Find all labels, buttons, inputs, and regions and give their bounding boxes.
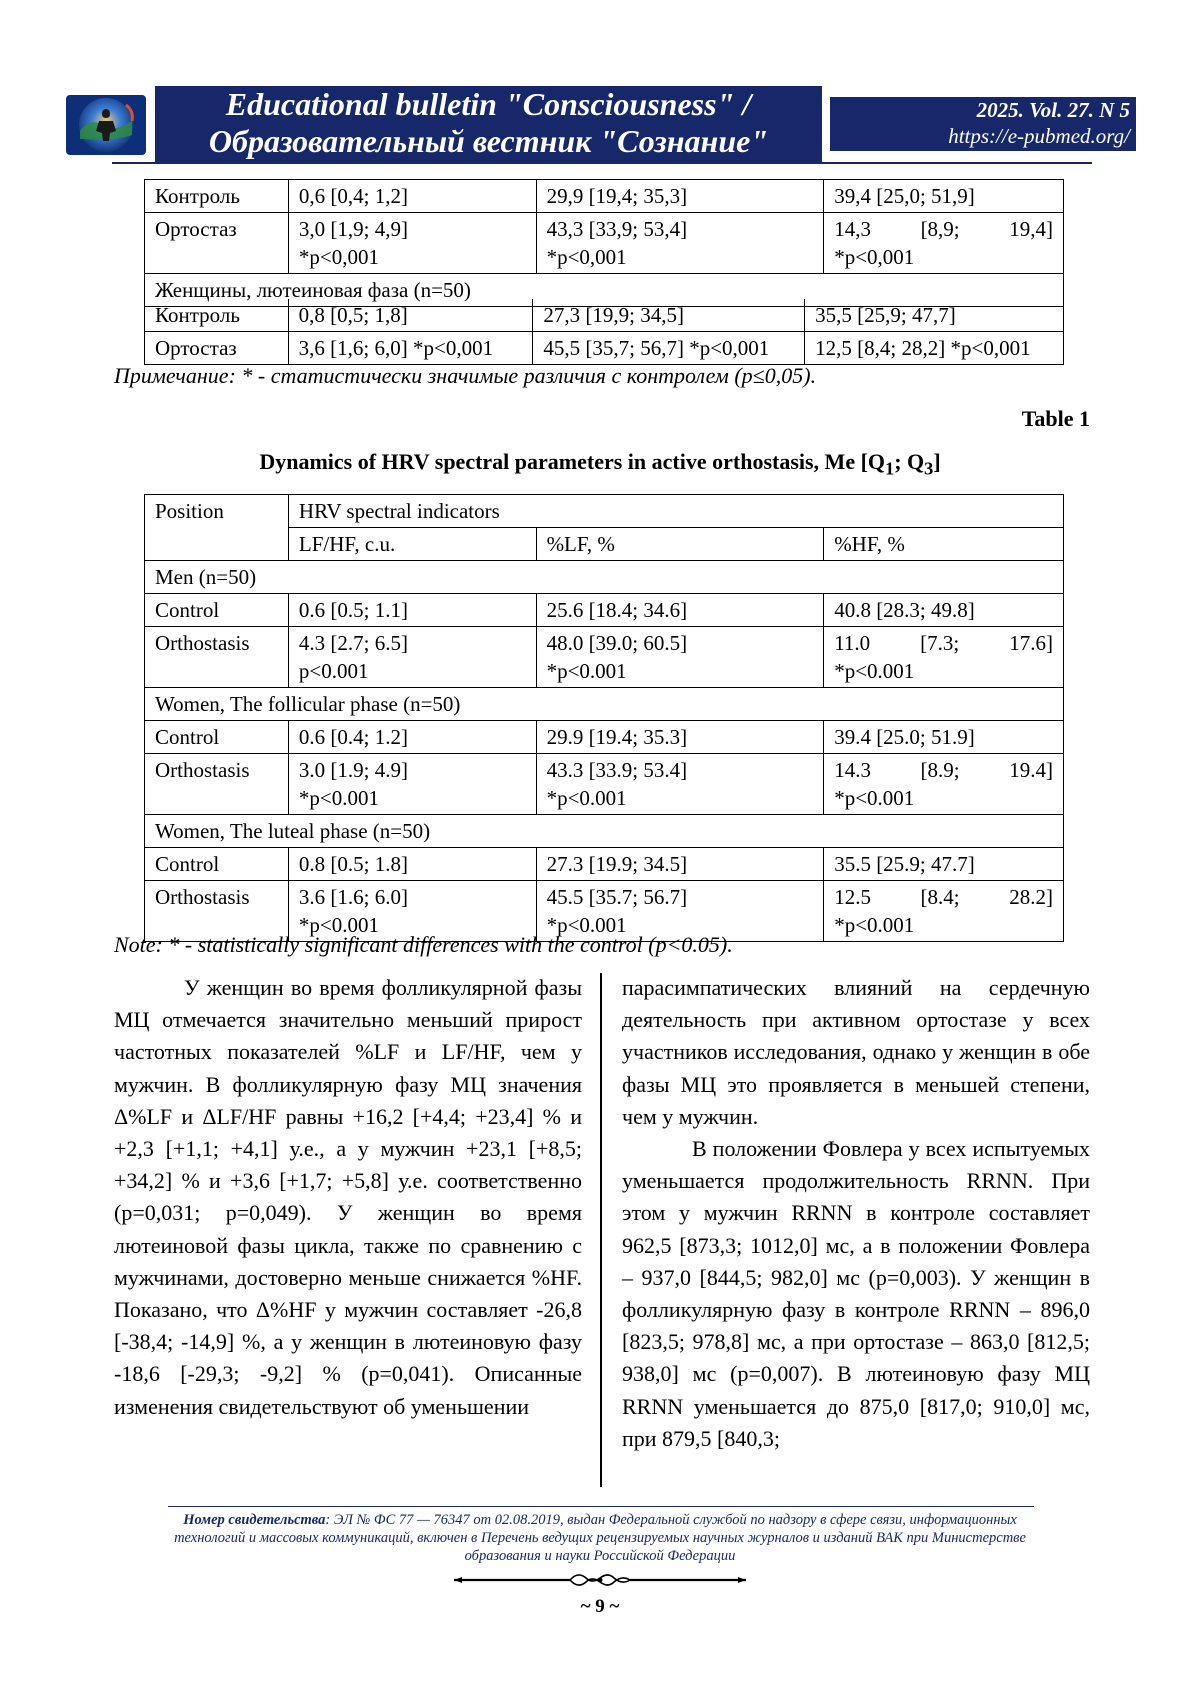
ru-table <box>144 179 1064 307</box>
cell-value: 43.3 [33.9; 53.4] <box>546 758 688 782</box>
table-cell: 12,5 [8,4; 28,2] *p<0,001 <box>805 332 1064 365</box>
header-group: HRV spectral indicators <box>288 495 1063 528</box>
body-left-column <box>114 972 582 1423</box>
table-title-text: ; Q <box>894 449 925 474</box>
table-row <box>145 332 1064 365</box>
cell-pvalue: *p<0.001 <box>298 786 379 810</box>
header-position: Position <box>145 495 289 561</box>
table-cell <box>824 627 1064 688</box>
table-cell: 0,8 [0,5; 1,8] <box>288 299 533 332</box>
cell-value: 45.5 [35.7; 56.7] <box>546 885 688 909</box>
table-cell: Orthostasis <box>145 754 289 815</box>
group-header: Женщины, лютеиновая фаза (n=50) <box>145 274 1064 307</box>
table-title-sub: 3 <box>924 458 934 479</box>
cell-value: [8,9; <box>920 217 960 241</box>
table-cell: Orthostasis <box>145 881 289 942</box>
cell-value: 4.3 [2.7; 6.5] <box>298 631 408 655</box>
paragraph: парасимпатических влияний на сердечную деятельность при активном ортостазе у всех участников исследования, однако у женщин в обе фазы МЦ это проявляется в меньшей степени, чем у мужчин. <box>622 975 1090 1129</box>
group-header: Men (n=50) <box>145 561 1064 594</box>
cell-pvalue: *p<0,001 <box>298 245 379 269</box>
table-cell <box>824 881 1064 942</box>
cell-value: [8.4; <box>920 885 960 909</box>
cell-pvalue: *p<0.001 <box>546 659 627 683</box>
header-lf: %LF, % <box>536 528 824 561</box>
table-cell: 29,9 [19,4; 35,3] <box>536 180 824 213</box>
table-cell <box>824 754 1064 815</box>
table-row <box>145 561 1064 594</box>
table-cell <box>288 754 536 815</box>
table-cell: 0.6 [0.4; 1.2] <box>288 721 536 754</box>
cell-pvalue: *p<0.001 <box>834 786 915 810</box>
footer-registration <box>150 1511 1050 1565</box>
table-cell: Ортостаз <box>145 332 289 365</box>
table-cell <box>824 213 1064 274</box>
paragraph: У женщин во время фолликулярной фазы МЦ отмечается значительно меньший прирост частотных показателей %LF и LF/HF, чем у мужчин. В фолликулярную фазу МЦ значения Δ%LF и ΔLF/HF равны +16,2 [+4,4; +23,4] % и +2,3 [+1,1; +4,1] у.е., а у мужчин +23,1 [+8,5; +34,2] % и +3,6 [+1,7; +5,8] у.е. соответственно (p=0,031; p=0,049). У женщин во время лютеиновой фазы цикла, также по сравнению с мужчинами, достоверно меньше снижается %HF. Показано, что Δ%HF у мужчин составляет -26,8 [-38,4; -14,9] %, а у женщин в лютеиновую фазу -18,6 [-29,3; -9,2] % (p=0,041). Описанные изменения свидетельствуют об уменьшении <box>114 975 582 1419</box>
page-number: ~ 9 ~ <box>580 1596 620 1617</box>
table-cell: Контроль <box>145 180 289 213</box>
table-title-text: ] <box>933 449 941 474</box>
table-cell: 40.8 [28.3; 49.8] <box>824 594 1064 627</box>
table-cell <box>288 213 536 274</box>
journal-logo <box>66 95 146 155</box>
table-title-sub: 1 <box>885 458 895 479</box>
cell-value: 3,0 [1,9; 4,9] <box>298 217 408 241</box>
table-cell: Контроль <box>145 299 289 332</box>
table-cell <box>536 754 824 815</box>
cell-pvalue: *p<0.001 <box>546 786 627 810</box>
cell-pvalue: p<0.001 <box>298 659 369 683</box>
table-row <box>145 721 1064 754</box>
table-cell: 0.8 [0.5; 1.8] <box>288 848 536 881</box>
journal-title-banner <box>155 86 822 162</box>
table-cell: Control <box>145 721 289 754</box>
cell-pvalue: *p<0.001 <box>834 913 915 937</box>
cell-value: 11.0 <box>834 631 871 655</box>
table-cell: 35,5 [25,9; 47,7] <box>805 299 1064 332</box>
table-cell <box>288 627 536 688</box>
cell-value: [8.9; <box>920 758 960 782</box>
table1-note: Note: * - statistically significant differences with the control (p<0.05). <box>114 932 733 957</box>
cell-value: 3.6 [1.6; 6.0] <box>298 885 408 909</box>
journal-title-en: Educational bulletin "Consciousness" / <box>225 86 752 122</box>
header-hf: %HF, % <box>824 528 1064 561</box>
cell-value: 12.5 <box>834 885 871 909</box>
group-header: Women, The luteal phase (n=50) <box>145 815 1064 848</box>
cell-value: 28.2] <box>1009 885 1053 909</box>
ru-table-note: Примечание: * - статистически значимые различия с контролем (p≤0,05). <box>114 363 817 388</box>
cell-pvalue: *p<0,001 <box>546 245 627 269</box>
issue-banner <box>830 97 1136 151</box>
table-row <box>145 848 1064 881</box>
cell-value: 3.0 [1.9; 4.9] <box>298 758 408 782</box>
body-right-column <box>622 972 1090 1455</box>
table-cell: Control <box>145 594 289 627</box>
table-row <box>145 754 1064 815</box>
table-cell: 29.9 [19.4; 35.3] <box>536 721 824 754</box>
paragraph: В положении Фовлера у всех испытуемых уменьшается продолжительность RRNN. При этом у мужчин RRNN в контроле составляет 962,5 [873,3; 1012,0] мс, а в положении Фовлера – 937,0 [844,5; 982,0] мс (p=0,003). У женщин в фолликулярную фазу в контроле RRNN – 896,0 [823,5; 978,8] мс, а при ортостазе – 863,0 [812,5; 938,0] мс (p=0,007). В лютеиновую фазу МЦ RRNN уменьшается до 875,0 [817,0; 910,0] мс, при 879,5 [840,3; <box>622 1136 1090 1451</box>
journal-title-ru: Образовательный вестник "Сознание" <box>208 123 769 159</box>
table-title-text: Dynamics of HRV spectral parameters in active orthostasis, Me [Q <box>259 449 886 474</box>
cell-value: 19,4] <box>1009 217 1053 241</box>
cell-value: 19.4] <box>1009 758 1053 782</box>
cell-pvalue: *p<0.001 <box>834 659 915 683</box>
table-cell: 27,3 [19,9; 34,5] <box>533 299 805 332</box>
table-cell: 0,6 [0,4; 1,2] <box>288 180 536 213</box>
table-cell: Control <box>145 848 289 881</box>
column-divider <box>600 973 602 1487</box>
table-cell <box>536 213 824 274</box>
table-cell: Ортостаз <box>145 213 289 274</box>
header-lfhf: LF/HF, c.u. <box>288 528 536 561</box>
table-cell <box>536 627 824 688</box>
table-cell: 0.6 [0.5; 1.1] <box>288 594 536 627</box>
ru-table-lower <box>144 299 1064 365</box>
table-cell: 39.4 [25.0; 51.9] <box>824 721 1064 754</box>
ornament-divider <box>452 1570 748 1590</box>
table-row <box>145 627 1064 688</box>
table-cell: 3,6 [1,6; 6,0] *p<0,001 <box>288 332 533 365</box>
table-cell: 35.5 [25.9; 47.7] <box>824 848 1064 881</box>
cell-value: 43,3 [33,9; 53,4] <box>546 217 688 241</box>
table-row <box>145 180 1064 213</box>
table-cell: 27.3 [19.9; 34.5] <box>536 848 824 881</box>
table-title <box>0 449 1200 479</box>
cell-pvalue: *p<0.001 <box>546 913 627 937</box>
table-label: Table 1 <box>1021 406 1090 431</box>
issue-volume: 2025. Vol. 27. N 5 <box>976 98 1130 122</box>
group-header: Women, The follicular phase (n=50) <box>145 688 1064 721</box>
cell-value: 48.0 [39.0; 60.5] <box>546 631 688 655</box>
table-row <box>145 213 1064 274</box>
table-row <box>145 299 1064 332</box>
header-rule <box>112 162 1092 164</box>
journal-url[interactable]: https://e-pubmed.org/ <box>948 124 1130 148</box>
footer-text: : ЭЛ № ФС 77 — 76347 от 02.08.2019, выдан Федеральной службой по надзору в сфере связи, информационных технологий и массовых коммуникаций, включен в Перечень ведущих рецензируемых научных журналов и изданий ВАК при Министерстве образования и науки Российской Федерации <box>174 1512 1026 1564</box>
table-cell: 45,5 [35,7; 56,7] *p<0,001 <box>533 332 805 365</box>
cell-pvalue: *p<0,001 <box>834 245 915 269</box>
table-header-row <box>145 495 1064 528</box>
cell-pvalue: *p<0.001 <box>298 913 379 937</box>
table-row <box>145 688 1064 721</box>
footer-rule <box>168 1506 1034 1507</box>
table-cell: 39,4 [25,0; 51,9] <box>824 180 1064 213</box>
cell-value: [7.3; <box>920 631 960 655</box>
cell-value: 14.3 <box>834 758 871 782</box>
hrv-table <box>144 494 1064 942</box>
cell-value: 14,3 <box>834 217 871 241</box>
table-row <box>145 594 1064 627</box>
footer-label: Номер свидетельства <box>183 1512 326 1528</box>
table-cell: Orthostasis <box>145 627 289 688</box>
table-cell: 25.6 [18.4; 34.6] <box>536 594 824 627</box>
table-row <box>145 815 1064 848</box>
cell-value: 17.6] <box>1009 631 1053 655</box>
